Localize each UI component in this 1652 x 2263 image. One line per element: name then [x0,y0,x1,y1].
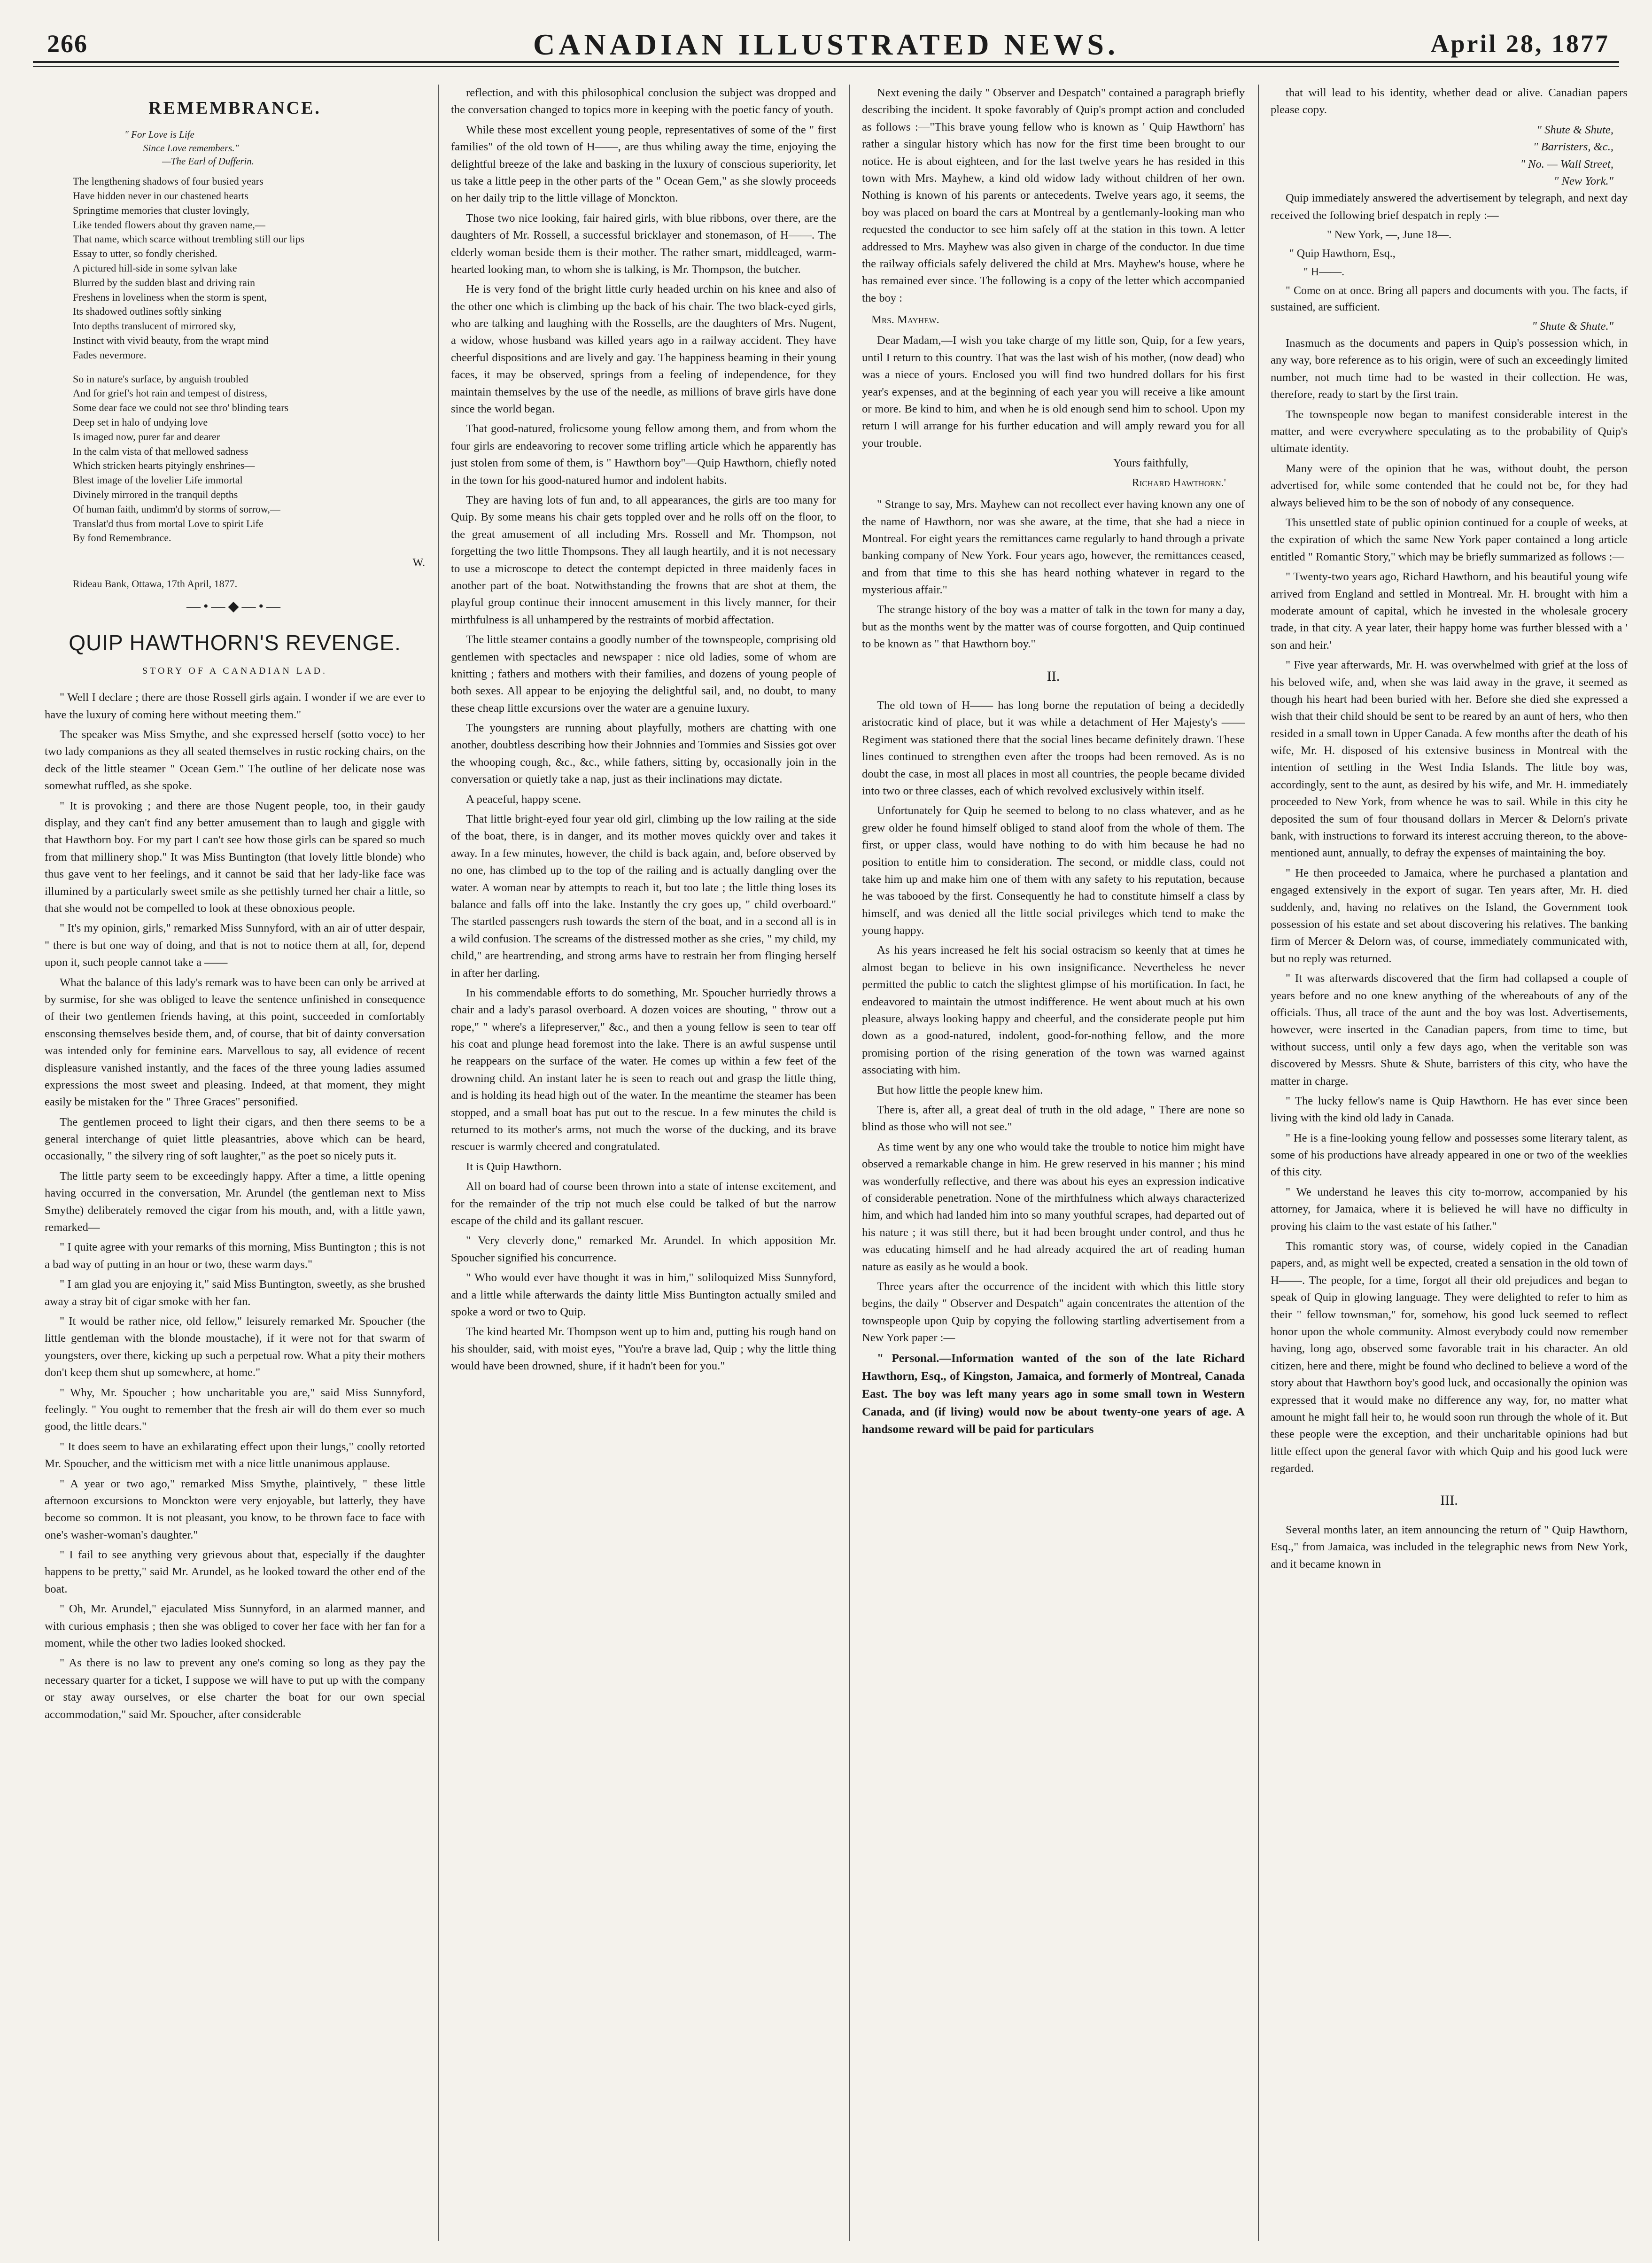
column-text [1271,85,1628,119]
newspaper-title: CANADIAN ILLUSTRATED NEWS. [533,28,1119,61]
paragraph: " Five year afterwards, Mr. H. was overwhelmed with grief at the loss of his beloved wife, and, when she was laid away in the grave, it seemed as though his heart had been buried with her. Before she died she expressed a wish that their child should be sent to be reared by an aunt of hers, who then resided in a small town in Upper Canada. A few months after the death of his wife, Mr. H. disposed of his extensive business in Montreal with the intention of settling in the West India Islands. The little boy was, accordingly, sent to the aunt, as desired by his wife, and Mr. H. immediately proceeded to New York, from whence he was to sail. While in this city he deposited the sum of four thousand dollars in Mercer & Delorn's private bank, with instructions to forward its interest accruing thereon, to the above-mentioned aunt, annually, to defray the expenses of maintaining the boy. [1271,659,1628,860]
paragraph: What the balance of this lady's remark was to have been can only be arrived at by surmise, for she was obliged to leave the sentence unfinished in consequence of their two gentlemen friends having, at this point, succeeded in comfortably ensconsing themselves beside them, and, of course, that bit of dainty conversation was intended only for feminine ears. Marvellous to say, all evidence of recent displeasure vanished instantly, and the faces of the three young ladies assumed expressions the most sweet and pleasing. Indeed, at that moment, they might easily be mistaken for the " Three Graces" personified. [45,976,425,1109]
column-text [862,496,1245,653]
paragraph: The gentlemen proceed to light their cigars, and then there seems to be a general interchange of quiet little pleasantries, above which can be heard, occasionally, " the silvery ring of soft laughter," as the poet so nicely puts it. [45,1115,425,1163]
column-divider [849,85,850,2241]
telegram-signature: " Shute & Shute." [1532,319,1613,333]
paragraph: " Strange to say, Mrs. Mayhew can not recollect ever having known any one of the name of Hawthorn, nor was she aware, at the time, that she had a niece in Montreal. For eight years the remittances came regularly to hand through a private banking company of New York. Four years ago, however, the remittances ceased, and from that time to this she has heard nothing whatever in regard to the mysterious affair." [862,498,1245,597]
paragraph: The strange history of the boy was a matter of talk in the town for many a day, but as the months went by the matter was of course forgotten, and Quip continued to be known as " that Hawthorn boy." [862,603,1245,651]
paragraph: Unfortunately for Quip he seemed to belong to no class whatever, and as he grew older he found himself obliged to stand aloof from the whole of them. The first, or upper class, would have nothing to do with him because he had no position to entitle him to consideration. The second, or middle class, could not take him up and make him one of them with any safety to his reputation, because he was tabooed by the first. Consequently he had to constitute himself a class by himself, and was denied all the little social privileges which tend to make the young happy. [862,804,1245,937]
paragraph: " I am glad you are enjoying it," said Miss Buntington, sweetly, as she brushed away a stray bit of cigar smoke with her fan. [45,1278,425,1308]
poem-stanza: The lengthening shadows of four busied years Have hidden never in our chastened hearts Springtime memories that cluster lovingly, Like tended flowers about thy graven name,— That name, which scarce without trembling still our lips Essay to utter, so fondly cherished. A pictured hill-side in some sylvan lake Blurred by the sudden blast and driving rain Freshens in loveliness when the storm is spent, Its shadowed outlines softly sinking Into depths translucent of mirrored sky, Instinct with vivid beauty, from the wrapt mind Fades nevermore. [73,175,305,361]
column-4 [1271,85,1628,2241]
poem-stanza: So in nature's surface, by anguish troubled And for grief's hot rain and tempest of distress, Some dear face we could not see thro' blinding tears Deep set in halo of undying love Is imaged now, purer far and dearer In the calm vista of that mellowed sadness Which stricken hearts pityingly enshrines— Blest image of the lovelier Life immortal Divinely mirrored in the tranquil depths Of human faith, undimm'd by storms of sorrow,— Translat'd thus from mortal Love to spirit Life By fond Remembrance. [73,373,289,544]
paragraph: That little bright-eyed four year old girl, climbing up the low railing at the side of the boat, there, is in danger, and its mother moves quickly over and takes it away. In a few minutes, however, the child is back again, and, before observed by no one, has climbed up to the top of the railing and is actually dangling over the water. A woman near by attempts to reach it, but too late ; the little thing loses its balance and falls off into the lake. Instantly the cry goes up, " child overboard." The startled passengers rush towards the stern of the boat, and in a second all is in a wild confusion. The screams of the distressed mother as she cries, " my child, my child," are heartrending, and strong arms have to restrain her from flinging herself in after her darling. [451,813,836,980]
paragraph: They are having lots of fun and, to all appearances, the girls are too many for Quip. By some means his chair gets toppled over and he rolls off on the floor, to the great amusement of all including Mrs. Rossell and Mr. Thompson, not forgetting the two little Thompsons. They all laugh heartily, and it is not necessary to use a microscope to detect the contempt depicted in three maidenly faces in another part of the boat. Notwithstanding the frowns that are shot at them, the playful group continue their innocent amusement in this lively manner, for their mirthfulness is all unhampered by the restraints of morbid affectation. [451,493,836,626]
paragraph: In his commendable efforts to do something, Mr. Spoucher hurriedly throws a chair and a lady's parasol overboard. A dozen voices are shouting, " throw out a rope," " where's a lifepreserver," &c., and then a young fellow is seen to tear off his coat and plunge head foremost into the lake. There is an awful suspense until he reappears on the surface of the water. He comes up within a few feet of the drowning child. An instant later he is seen to reach out and grasp the little thing, and is holding its head high out of the water. In the meantime the steamer has been stopped, and a small boat has put out to the rescue. In a few minutes the child is returned to its mother's arms, not much the worse of the ducking, and its brave rescuer is warmly cheered and congratulated. [451,986,836,1153]
column-divider [438,85,439,2241]
epigraph-attribution: —The Earl of Dufferin. [162,155,255,167]
paragraph: " Why, Mr. Spoucher ; how uncharitable you are," said Miss Sunnyford, feelingly. " You ought to remember that the fresh air will do them ever so much good, the little dears." [45,1386,425,1433]
column-text [1271,335,1628,1477]
paragraph: " Oh, Mr. Arundel," ejaculated Miss Sunnyford, in an alarmed manner, and with curious emphasis ; then she was obliged to cover her face with her fan for a moment, while the other two ladies looked shocked. [45,1602,425,1650]
paragraph: Several months later, an item announcing the return of " Quip Hawthorn, Esq.," from Jamaica, was included in the telegraphic news from New York, and it became known in [1271,1523,1628,1571]
paragraph: All on board had of course been thrown into a state of intense excitement, and for the remainder of the trip not much else could be talked of but the narrow escape of the child and its gallant rescuer. [451,1180,836,1227]
paragraph: " It would be rather nice, old fellow," leisurely remarked Mr. Spoucher (the little gentleman with the blonde moustache), if it were not for that swarm of youngsters, over there, kicking up such a perpetual row. What a pity their mothers don't keep them shut up somewhere, at home." [45,1314,425,1379]
poem-epigraph [124,128,425,168]
epigraph-line: " For Love is Life [124,129,194,140]
paragraph: Quip immediately answered the advertisement by telegraph, and next day received the following brief despatch in reply :— [1271,192,1628,222]
telegram-line: " Come on at once. Bring all papers and documents with you. The facts, if sustained, are sufficient. [1271,284,1628,314]
paragraph: Those two nice looking, fair haired girls, with blue ribbons, over there, are the daughters of Mr. Rossell, a successful bricklayer and stonemason, of H——. The elderly woman beside them is their mother. The rather smart, middleaged, warm-hearted looking man, to whom she is talking, is Mr. Thompson, the butcher. [451,211,836,276]
column-1 [45,85,425,2241]
masthead [33,24,1619,61]
paragraph: He is very fond of the bright little curly headed urchin on his knee and also of the other one which is climbing up the back of his chair. The two black-eyed girls, who are talking and laughing with the Rossells, are the daughters of Mrs. Nugent, a widow, whose husband was killed years ago in a railway accident. They have cheerful dispositions and are lively and gay. The happiness beaming in their young faces, it may be observed, springs from a feeling of independence, for they maintain themselves by the use of the needle, as millions of brave girls have done since the world began. [451,283,836,416]
paragraph: This romantic story was, of course, widely copied in the Canadian papers, and, as might well be expected, created a sensation in the old town of H——. The people, for a time, forgot all their old prejudices and began to speak of Quip in glowing language. They were delighted to refer to him as their " fellow townsman," for, somehow, his good luck seemed to reflect honor upon the whole community. Almost everybody could now remember having, long ago, observed some favorable trait in his character. An old citizen, here and there, might be found who declined to believe a word of the story about that Hawthorn boy's good luck, and occasionally the opinion was expressed that it would make no difference any way, for, no matter what amount he might fall heir to, he would soon run through the whole of it. But these people were the exception, and their uncharitable opinions had but little effect upon the general favor with which Quip and his good luck were regarded. [1271,1240,1628,1475]
paragraph: It is Quip Hawthorn. [466,1160,562,1173]
paragraph: " We understand he leaves this city to-morrow, accompanied by his attorney, for Jamaica, where it is believed he will have no difficulty in proving his claim to the vast estate of his father." [1271,1185,1628,1233]
paragraph: The kind hearted Mr. Thompson went up to him and, putting his rough hand on his shoulder, said, with moist eyes, "You're a brave lad, Quip ; why the little thing would have been drowned, shure, if it hadn't been for you." [451,1325,836,1373]
paragraph: The townspeople now began to manifest considerable interest in the matter, and were everywhere speculating as to the probability of Quip's ultimate identity. [1271,408,1628,455]
column-text [45,689,425,1723]
paragraph: " A year or two ago," remarked Miss Smythe, plaintively, " these little afternoon excursions to Monckton were very enjoyable, but latterly, they have become so common. It is not pleasant, you know, to be thrown face to face with one's washer-woman's daughter." [45,1477,425,1541]
paragraph: that will lead to his identity, whether dead or alive. Canadian papers please copy. [1271,86,1628,117]
telegram-line: " Quip Hawthorn, Esq., [1289,247,1396,260]
paragraph: There is, after all, a great deal of truth in the old adage, " There are none so blind as those who will not see." [862,1104,1245,1134]
telegram-line: " H——. [1303,266,1345,279]
paragraph: A peaceful, happy scene. [466,793,582,806]
advert-signature: " Barristers, &c., [1533,140,1613,154]
issue-date: April 28, 1877 [1430,30,1610,58]
paragraph: But how little the people knew him. [877,1083,1043,1097]
paragraph: " As there is no law to prevent any one's coming so long as they pay the necessary quarter for a ticket, I suppose we will have to put up with the company or stay away ourselves, or else charter the boat for our own special accommodation," said Mr. Spoucher, after considerable [45,1656,425,1721]
paragraph: As his years increased he felt his social ostracism so keenly that at times he almost began to believe in his own insignificance. Nevertheless he never permitted the public to catch the slightest glimpse of his mortification. In fact, he endeavored to maintain the utmost indifference. He went about much at his own pleasure, always looking happy and cheerful, and the considerate people put him down as a good-natured, indolent, good-for-nothing fellow, and the more promising portion of the rising generation of the town was warned against associating with him. [862,944,1245,1077]
paragraph: " The lucky fellow's name is Quip Hawthorn. He has ever since been living with the kind old lady in Canada. [1271,1094,1628,1125]
paragraph: " Well I declare ; there are those Rossell girls again. I wonder if we are ever to have the luxury of coming here without meeting them." [45,691,425,721]
paragraph: The little party seem to be exceedingly happy. After a time, a little opening having occurred in the conversation, Mr. Arundel (the gentleman next to Miss Smythe) deliberately removed the cigar from his mouth, and, with a little yawn, remarked— [45,1169,425,1234]
column-divider [1258,85,1259,2241]
paragraph: " He is a fine-looking young fellow and possesses some literary talent, as some of his productions have already appeared in one or two of the weeklies of this city. [1271,1131,1628,1179]
paragraph: " It's my opinion, girls," remarked Miss Sunnyford, with an air of utter despair, " there is but one way of doing, and that is not to notice them at all, for, depend upon it, such people cannot take a —— [45,922,425,969]
column-text [451,85,836,1375]
paragraph: Next evening the daily " Observer and Despatch" contained a paragraph briefly describing the incident. It spoke favorably of Quip's prompt action and concluded as follows :—"This brave young fellow who is known as ' Quip Hawthorn' has rather a singular history which has now for the first time been brought to our notice. He is about eighteen, and for the last twelve years he has resided in this town with Mrs. Mayhew, a kind old widow lady without children of her own. Nothing is known of his parents or antecedents. Twelve years ago, it seems, the boy was placed on board the cars at Montreal by a gentlemanly-looking man who requested the conductor to see him safely off at the station in this town. A letter addressed to Mrs. Mayhew was also given in charge of the conductor. In due time the railway officials safely delivered the child at Mrs. Mayhew's house, where he has remained ever since. The following is a copy of the letter which accompanied the boy : [862,86,1245,304]
column-text [862,85,1245,307]
paragraph: reflection, and with this philosophical conclusion the subject was dropped and the conversation changed to topics more in keeping with the poetic fancy of youth. [451,86,836,117]
letter-signature: Richard Hawthorn.' [1132,476,1226,489]
paragraph: " It is provoking ; and there are those Nugent people, too, in their gaudy display, and they can't find any better amusement than to laugh and giggle with that Hawthorn boy. For my part I can't see how those girls can be spared so much from that millinery shop." It was Miss Buntington (that lovely little blonde) who thus gave vent to her feelings, and it cannot be said that her lady-like face was illumined by a particularly sweet smile as she pettishly turned her chair a little, so that she would not be compelled to look at these obnoxious people. [45,799,425,915]
advert-signature: " No. — Wall Street, [1520,157,1613,171]
column-text [862,697,1245,1346]
poem-title: REMEMBRANCE. [148,98,321,118]
advertisement-text: " Personal.—Information wanted of the son of the late Richard Hawthorn, Esq., of Kingston, Jamaica, and formerly of Montreal, Canada East. The boy was left many years ago in some small town in Western Canada, and (if living) would now be about twenty-one years of age. A handsome reward will be paid for particulars [862,1351,1245,1436]
paragraph: As time went by any one who would take the trouble to notice him might have observed a remarkable change in him. He grew reserved in his manner ; his mind was wonderfully reflective, and there was about his eyes an expression indicative of considerable penetration. None of the mirthfulness which always characterized him, and which had landed him into so many youthful scrapes, had departed out of his nature ; it was still there, but it had been brought under control, and thus he was educating himself and he had already acquired the art of reading human nature as easily as he would a book. [862,1140,1245,1273]
paragraph: " I quite agree with your remarks of this morning, Miss Buntington ; this is not a bad way of putting in an hour or two, these warm days." [45,1241,425,1271]
column-text [1271,1522,1628,1573]
paragraph: The little steamer contains a goodly number of the townspeople, comprising old gentlemen with spectacles and newspaper : nice old ladies, some of whom are knitting ; fathers and mothers with their families, and dozens of young people of both sexes. All appear to be enjoying the delightful sail, and, no doubt, to many these cheap little excursions over the water are a genuine luxury. [451,633,836,715]
paragraph: The youngsters are running about playfully, mothers are chatting with one another, doubtless describing how their Johnnies and Tommies and Sissies got over the whooping cough, &c., &c., while fathers, sitting by, occasionally join in the conversation or quietly take a nap, just as their inclinations may dictate. [451,722,836,786]
section-heading: III. [1440,1493,1458,1509]
paragraph: The speaker was Miss Smythe, and she expressed herself (sotto voce) to her two lady companions as they all seated themselves in rustic rocking chairs, on the deck of the little steamer " Ocean Gem." The outline of her delicate nose was somewhat ruffled, as she spoke. [45,728,425,793]
story-title: QUIP HAWTHORN'S REVENGE. [69,630,401,655]
page-number: 266 [47,30,88,58]
paragraph: " Very cleverly done," remarked Mr. Arundel. In which apposition Mr. Spoucher signified his concurrence. [451,1234,836,1264]
advert-signature: " New York." [1553,174,1613,187]
paragraph: Inasmuch as the documents and papers in Quip's possession which, in any way, bore reference as to his origin, were of such an exceedingly limited number, not much time had to be wasted in their collection. He was, therefore, ready to start by the first train. [1271,337,1628,401]
paragraph: The old town of H—— has long borne the reputation of being a decidedly aristocratic kind of place, but it was while a detachment of Her Majesty's —— Regiment was stationed there that the social lines became definitely drawn. These lines continued to strengthen even after the troops had been removed. As is no doubt the case, in most all places in most all countries, the people became divided into two or three classes, each of which revolved exclusively within itself. [862,699,1245,797]
column-2 [451,85,836,2241]
column-text [1271,190,1628,224]
advert-signature: " Shute & Shute, [1536,123,1613,136]
poem-signature: W. [412,557,425,569]
masthead-rule [33,61,1619,67]
paragraph: This unsettled state of public opinion continued for a couple of weeks, at the expiration of which the same New York paper contained a long article entitled " Romantic Story," which may be briefly summarized as follows :— [1271,516,1628,563]
column-3 [862,85,1245,2241]
paragraph: Many were of the opinion that he was, without doubt, the person advertised for, while some contended that he could not be, for they had always believed him to be the son of nobody of any consequence. [1271,462,1628,509]
paragraph: " Who would ever have thought it was in him," soliloquized Miss Sunnyford, and a little while afterwards the dainty little Miss Buntington actually smiled and spoke a word or two to Quip. [451,1271,836,1318]
paragraph: " It was afterwards discovered that the firm had collapsed a couple of years before and no one knew anything of the whereabouts of any of the officials. Thus, all trace of the aunt and the boy was lost. Advertisements, however, were inserted in the Canadian papers, from time to time, but without success, until only a few days ago, when the veritable son was discovered by Messrs. Shute & Shute, barristers of this city, who have the matter in charge. [1271,972,1628,1088]
story-subtitle: STORY OF A CANADIAN LAD. [142,665,327,676]
letter-close: Yours faithfully, [1113,457,1188,470]
paragraph: " He then proceeded to Jamaica, where he purchased a plantation and engaged extensively in the export of sugar. Ten years after, Mr. H. died suddenly, and, having no relatives on the Island, the Government took possession of his estate and set about discovering his relatives. The banking firm of Mercer & Delorn was, of course, immediately communicated with, but no reply was returned. [1271,866,1628,965]
epigraph-line: Since Love remembers." [143,142,239,154]
ornament-divider: —•—◆—•— [186,599,284,614]
paragraph: Three years after the occurrence of the incident with which this little story begins, the daily " Observer and Despatch" again concentrates the attention of the townspeople upon Quip by copying the following startling advertisement from a New York paper :— [862,1280,1245,1345]
telegram-line: " New York, —, June 18—. [1327,229,1452,241]
poem-dateline: Rideau Bank, Ottawa, 17th April, 1877. [73,577,238,590]
paragraph: While these most excellent young people, representatives of some of the " first families" of the old town of H——, are thus whiling away the time, enjoying the delightful breeze of the lake and basking in the luxury of conscious superiority, let us take a little peep in the other parts of the " Ocean Gem," as she slowly proceeds on her daily trip to the little village of Monckton. [451,123,836,205]
letter-salutation: Mrs. Mayhew. [871,313,939,327]
paragraph: " It does seem to have an exhilarating effect upon their lungs," coolly retorted Mr. Spoucher, and the witticism met with a nice little unanimous applause. [45,1440,425,1470]
paragraph: " I fail to see anything very grievous about that, especially if the daughter happens to be pretty," said Mr. Arundel, as he looked toward the other end of the boat. [45,1548,425,1595]
letter-body [862,332,1245,452]
paragraph: Dear Madam,—I wish you take charge of my little son, Quip, for a few years, until I return to this country. That was the last wish of his mother, (now dead) who was a niece of yours. Enclosed you will find two hundred dollars for his first year's expenses, and at the beginning of each year you will receive a like amount or more. Be kind to him, and when he is old enough send him to school. Upon my return I will arrange for his further education and will amply reward you for all your trouble. [862,334,1245,450]
section-heading: II. [1047,668,1060,684]
paragraph: " Twenty-two years ago, Richard Hawthorn, and his beautiful young wife arrived from England and settled in Montreal. Mr. H. brought with him a moderate amount of capital, which he invested in the wholesale grocery trade, in that city. A year later, their happy home was further blessed with a ' son and heir.' [1271,570,1628,652]
paragraph: That good-natured, frolicsome young fellow among them, and from whom the four girls are endeavoring to recover some trifling article which he apparently has just stolen from some of them, is " Hawthorn boy"—Quip Hawthorn, chiefly noted in the town for his good-natured humor and indolent habits. [451,422,836,487]
